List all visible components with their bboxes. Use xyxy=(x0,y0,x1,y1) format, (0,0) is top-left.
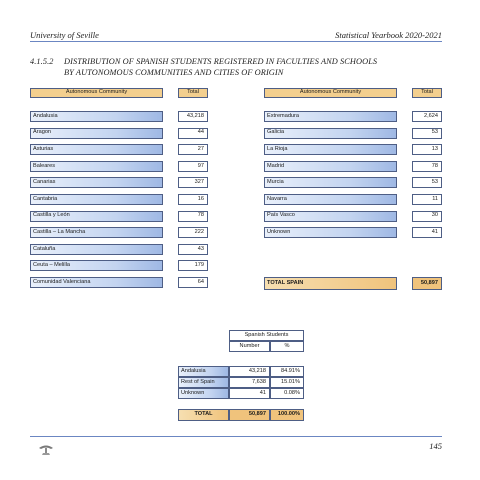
right-col-header-total: Total xyxy=(412,88,442,98)
community-name: Murcia xyxy=(264,177,397,188)
summary-row-name: Rest of Spain xyxy=(178,377,229,388)
community-total: 222 xyxy=(178,227,208,238)
summary-row-number: 41 xyxy=(229,388,270,399)
community-total: 64 xyxy=(178,277,208,288)
community-name: Aragon xyxy=(30,128,163,139)
summary-row-number: 7,638 xyxy=(229,377,270,388)
community-total: 53 xyxy=(412,128,442,139)
community-total: 327 xyxy=(178,177,208,188)
section-title-line2: BY AUTONOMOUS COMMUNITIES AND CITIES OF ORIGIN xyxy=(64,67,284,77)
footer-divider xyxy=(30,436,442,437)
community-total: 78 xyxy=(412,161,442,172)
community-name: Madrid xyxy=(264,161,397,172)
total-spain-label: TOTAL SPAIN xyxy=(264,277,397,290)
community-name: Unknown xyxy=(264,227,397,238)
community-total: 43 xyxy=(178,244,208,255)
summary-col-number: Number xyxy=(229,341,270,352)
community-total: 78 xyxy=(178,211,208,222)
right-col-header-community: Autonomous Community xyxy=(264,88,397,98)
summary-col-percent: % xyxy=(270,341,304,352)
community-total: 43,218 xyxy=(178,111,208,122)
community-name: Asturias xyxy=(30,144,163,155)
summary-row-number: 43,218 xyxy=(229,366,270,377)
community-name: Ceuta – Melilla xyxy=(30,260,163,271)
summary-total-percent: 100.00% xyxy=(270,409,304,421)
community-name: La Rioja xyxy=(264,144,397,155)
community-name: Extremadura xyxy=(264,111,397,122)
summary-row-percent: 0.08% xyxy=(270,388,304,399)
community-name: Baleares xyxy=(30,161,163,172)
community-name: Castilla – La Mancha xyxy=(30,227,163,238)
community-total: 2,624 xyxy=(412,111,442,122)
page-number: 145 xyxy=(429,441,442,451)
community-total: 27 xyxy=(178,144,208,155)
community-total: 13 xyxy=(412,144,442,155)
community-name: Canarias xyxy=(30,177,163,188)
community-total: 41 xyxy=(412,227,442,238)
summary-group-header: Spanish Students xyxy=(229,330,304,341)
community-name: Navarra xyxy=(264,194,397,205)
community-total: 97 xyxy=(178,161,208,172)
summary-row-name: Unknown xyxy=(178,388,229,399)
community-total: 30 xyxy=(412,211,442,222)
section-title xyxy=(30,57,450,78)
summary-total-number: 50,897 xyxy=(229,409,270,421)
header-divider xyxy=(30,41,442,42)
summary-total-label: TOTAL xyxy=(178,409,229,421)
left-col-header-community: Autonomous Community xyxy=(30,88,163,98)
community-total: 179 xyxy=(178,260,208,271)
section-title-line1: DISTRIBUTION OF SPANISH STUDENTS REGISTERED IN FACULTIES AND SCHOOLS xyxy=(64,57,378,66)
community-total: 11 xyxy=(412,194,442,205)
section-number: 4.1.5.2 xyxy=(30,57,54,66)
community-name: Andalusia xyxy=(30,111,163,122)
community-total: 53 xyxy=(412,177,442,188)
summary-row-name: Andalusia xyxy=(178,366,229,377)
total-spain-value: 50,897 xyxy=(412,277,442,290)
community-total: 16 xyxy=(178,194,208,205)
community-name: Castilla y León xyxy=(30,211,163,222)
community-name: País Vasco xyxy=(264,211,397,222)
left-col-header-total: Total xyxy=(178,88,208,98)
header-yearbook: Statistical Yearbook 2020-2021 xyxy=(335,30,442,40)
community-name: Cantabria xyxy=(30,194,163,205)
summary-row-percent: 15.01% xyxy=(270,377,304,388)
community-name: Galicia xyxy=(264,128,397,139)
community-name: Cataluña xyxy=(30,244,163,255)
community-total: 44 xyxy=(178,128,208,139)
community-name: Comunidad Valenciana xyxy=(30,277,163,288)
summary-row-percent: 84.91% xyxy=(270,366,304,377)
university-logo-icon xyxy=(38,442,54,456)
header-university: University of Seville xyxy=(30,30,99,40)
